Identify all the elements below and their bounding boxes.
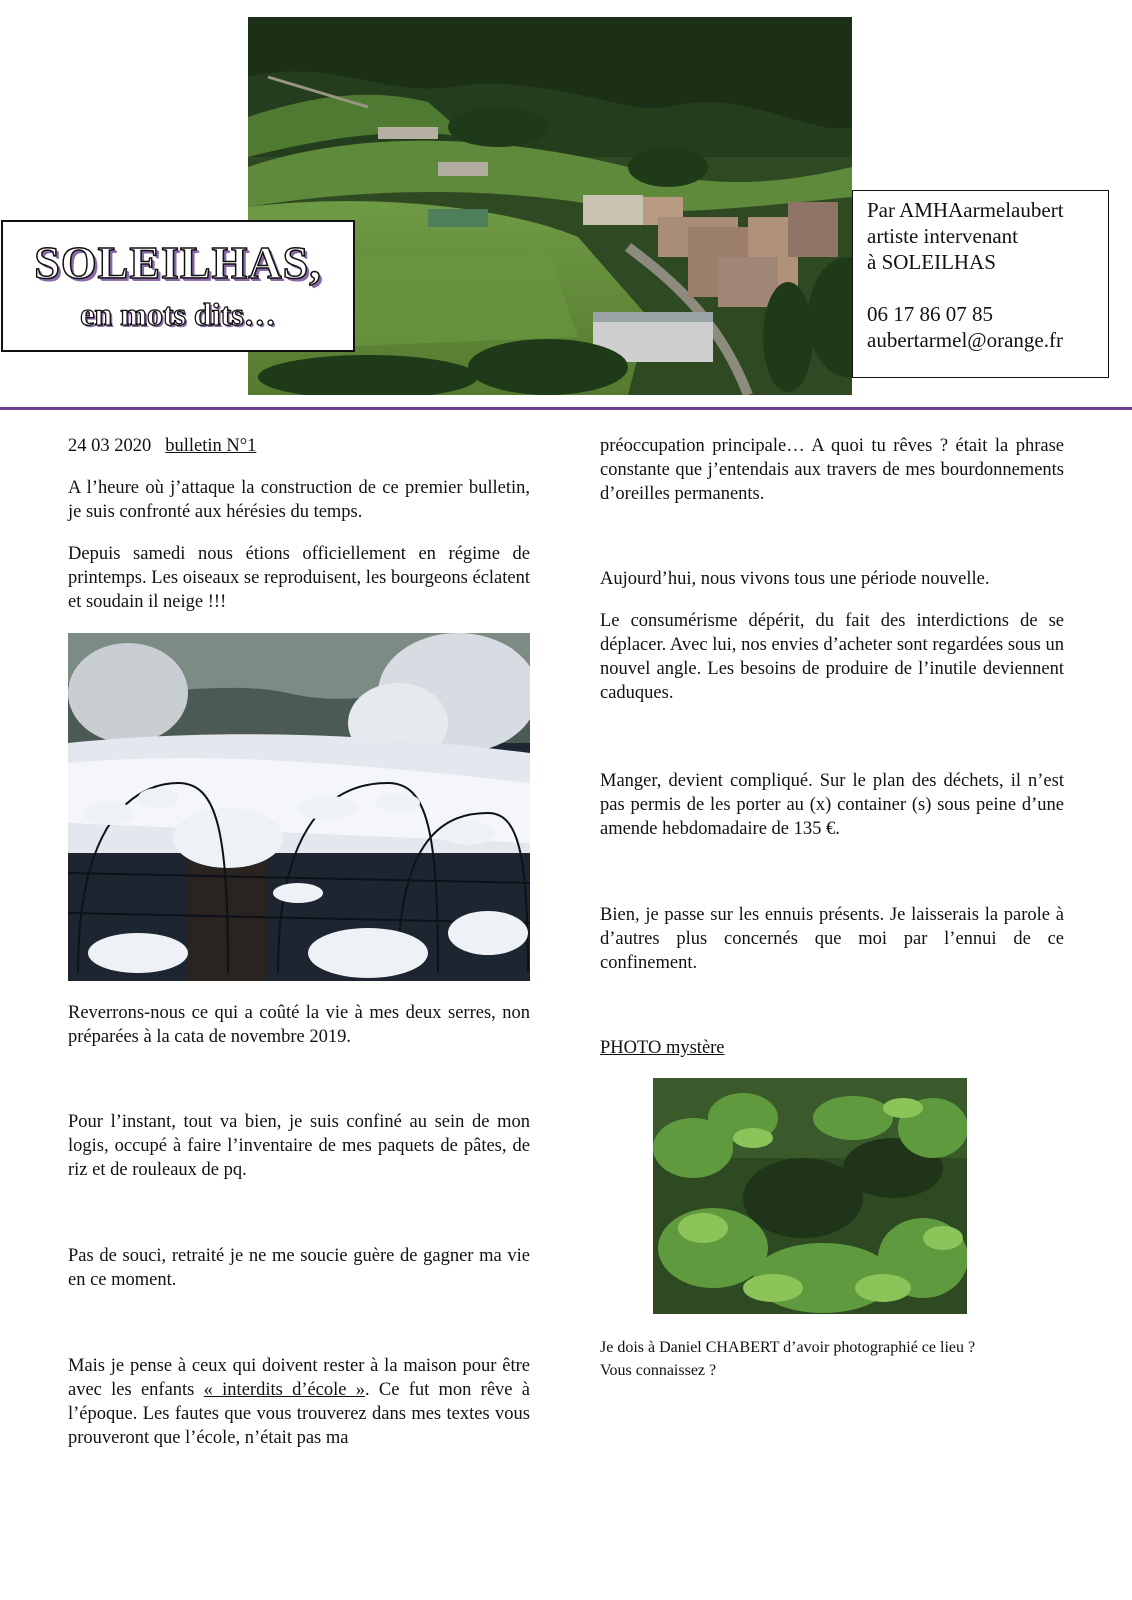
photo-caption-line: Vous connaissez ? xyxy=(600,1362,717,1379)
paragraph: Reverrons-nous ce qui a coûté la vie à mes deux serres, non préparées à la cata de novembre 2019. xyxy=(68,1003,530,1047)
right-column xyxy=(600,609,1064,705)
right-column xyxy=(600,903,1064,975)
left-column-lower xyxy=(68,1244,530,1292)
author-contact-box xyxy=(852,190,1109,378)
paragraph: Pas de souci, retraité je ne me soucie guère de gagner ma vie en ce moment. xyxy=(68,1246,530,1290)
photo-mystery-heading: PHOTO mystère xyxy=(600,1038,725,1058)
snow-photo xyxy=(68,633,530,981)
mystery-photo xyxy=(653,1078,967,1314)
right-column xyxy=(600,769,1064,841)
paragraph: Bien, je passe sur les ennuis présents. Je laisserais la parole à d’autres plus concernés que moi par l’ennui de ce confinement. xyxy=(600,905,1064,973)
author-line: à SOLEILHAS xyxy=(867,250,996,274)
interdits-ecole-link: « interdits d’école » xyxy=(203,1380,366,1400)
paragraph xyxy=(68,1354,530,1450)
paragraph: Le consumérisme dépérit, du fait des interdictions de se déplacer. Avec lui, nos envies d’acheter sont regardées sous un nouvel angle. Les besoins de produire de l’inutile deviennent caduques. xyxy=(600,611,1064,703)
left-column xyxy=(68,434,530,614)
left-column-lower xyxy=(68,1001,530,1049)
right-column xyxy=(600,434,1064,506)
paragraph: A l’heure où j’attaque la construction de ce premier bulletin, je suis confronté aux hérésies du temps. xyxy=(68,478,530,522)
masthead-subtitle: en mots dits… xyxy=(80,296,276,332)
author-line: artiste intervenant xyxy=(867,224,1019,248)
author-email: aubertarmel@orange.fr xyxy=(867,328,1063,352)
paragraph: Depuis samedi nous étions officiellement en régime de printemps. Les oiseaux se reproduisent, les bourgeons éclatent et soudain il neige !!! xyxy=(68,544,530,612)
left-column-lower xyxy=(68,1110,530,1182)
right-column xyxy=(600,567,1064,591)
paragraph: Pour l’instant, tout va bien, je suis confiné au sein de mon logis, occupé à faire l’inventaire de mes paquets de pâtes, de riz et de rouleaux de pq. xyxy=(68,1112,530,1180)
paragraph-text: . Ce fut mon rêve à l’époque. Les fautes que vous trouverez dans mes textes vous prouveront que l’école, n’était pas ma xyxy=(68,1380,530,1448)
bulletin-date: 24 03 2020 xyxy=(68,436,152,456)
title-box xyxy=(1,220,355,352)
header-divider xyxy=(0,407,1132,410)
masthead-title: SOLEILHAS, xyxy=(34,237,322,288)
bulletin-label: bulletin N°1 xyxy=(165,436,257,456)
paragraph-text: Mais je pense à ceux qui doivent rester à la maison pour être avec les enfants xyxy=(68,1356,530,1400)
right-column xyxy=(600,1036,1064,1060)
author-line: Par AMHAarmelaubert xyxy=(867,198,1064,222)
paragraph: Manger, devient compliqué. Sur le plan des déchets, il n’est pas permis de les porter au (x) container (s) sous peine d’une amende hebdomadaire de 135 €. xyxy=(600,771,1064,839)
photo-caption-line: Je dois à Daniel CHABERT d’avoir photographié ce lieu ? xyxy=(600,1339,976,1356)
left-column-lower xyxy=(68,1354,530,1450)
paragraph: préoccupation principale… A quoi tu rêves ? était la phrase constante que j’entendais aux travers de mes bourdonnements d’oreilles permanents. xyxy=(600,436,1064,504)
author-phone: 06 17 86 07 85 xyxy=(867,302,993,326)
paragraph: Aujourd’hui, nous vivons tous une période nouvelle. xyxy=(600,569,990,589)
bulletin-dateline xyxy=(68,434,530,458)
